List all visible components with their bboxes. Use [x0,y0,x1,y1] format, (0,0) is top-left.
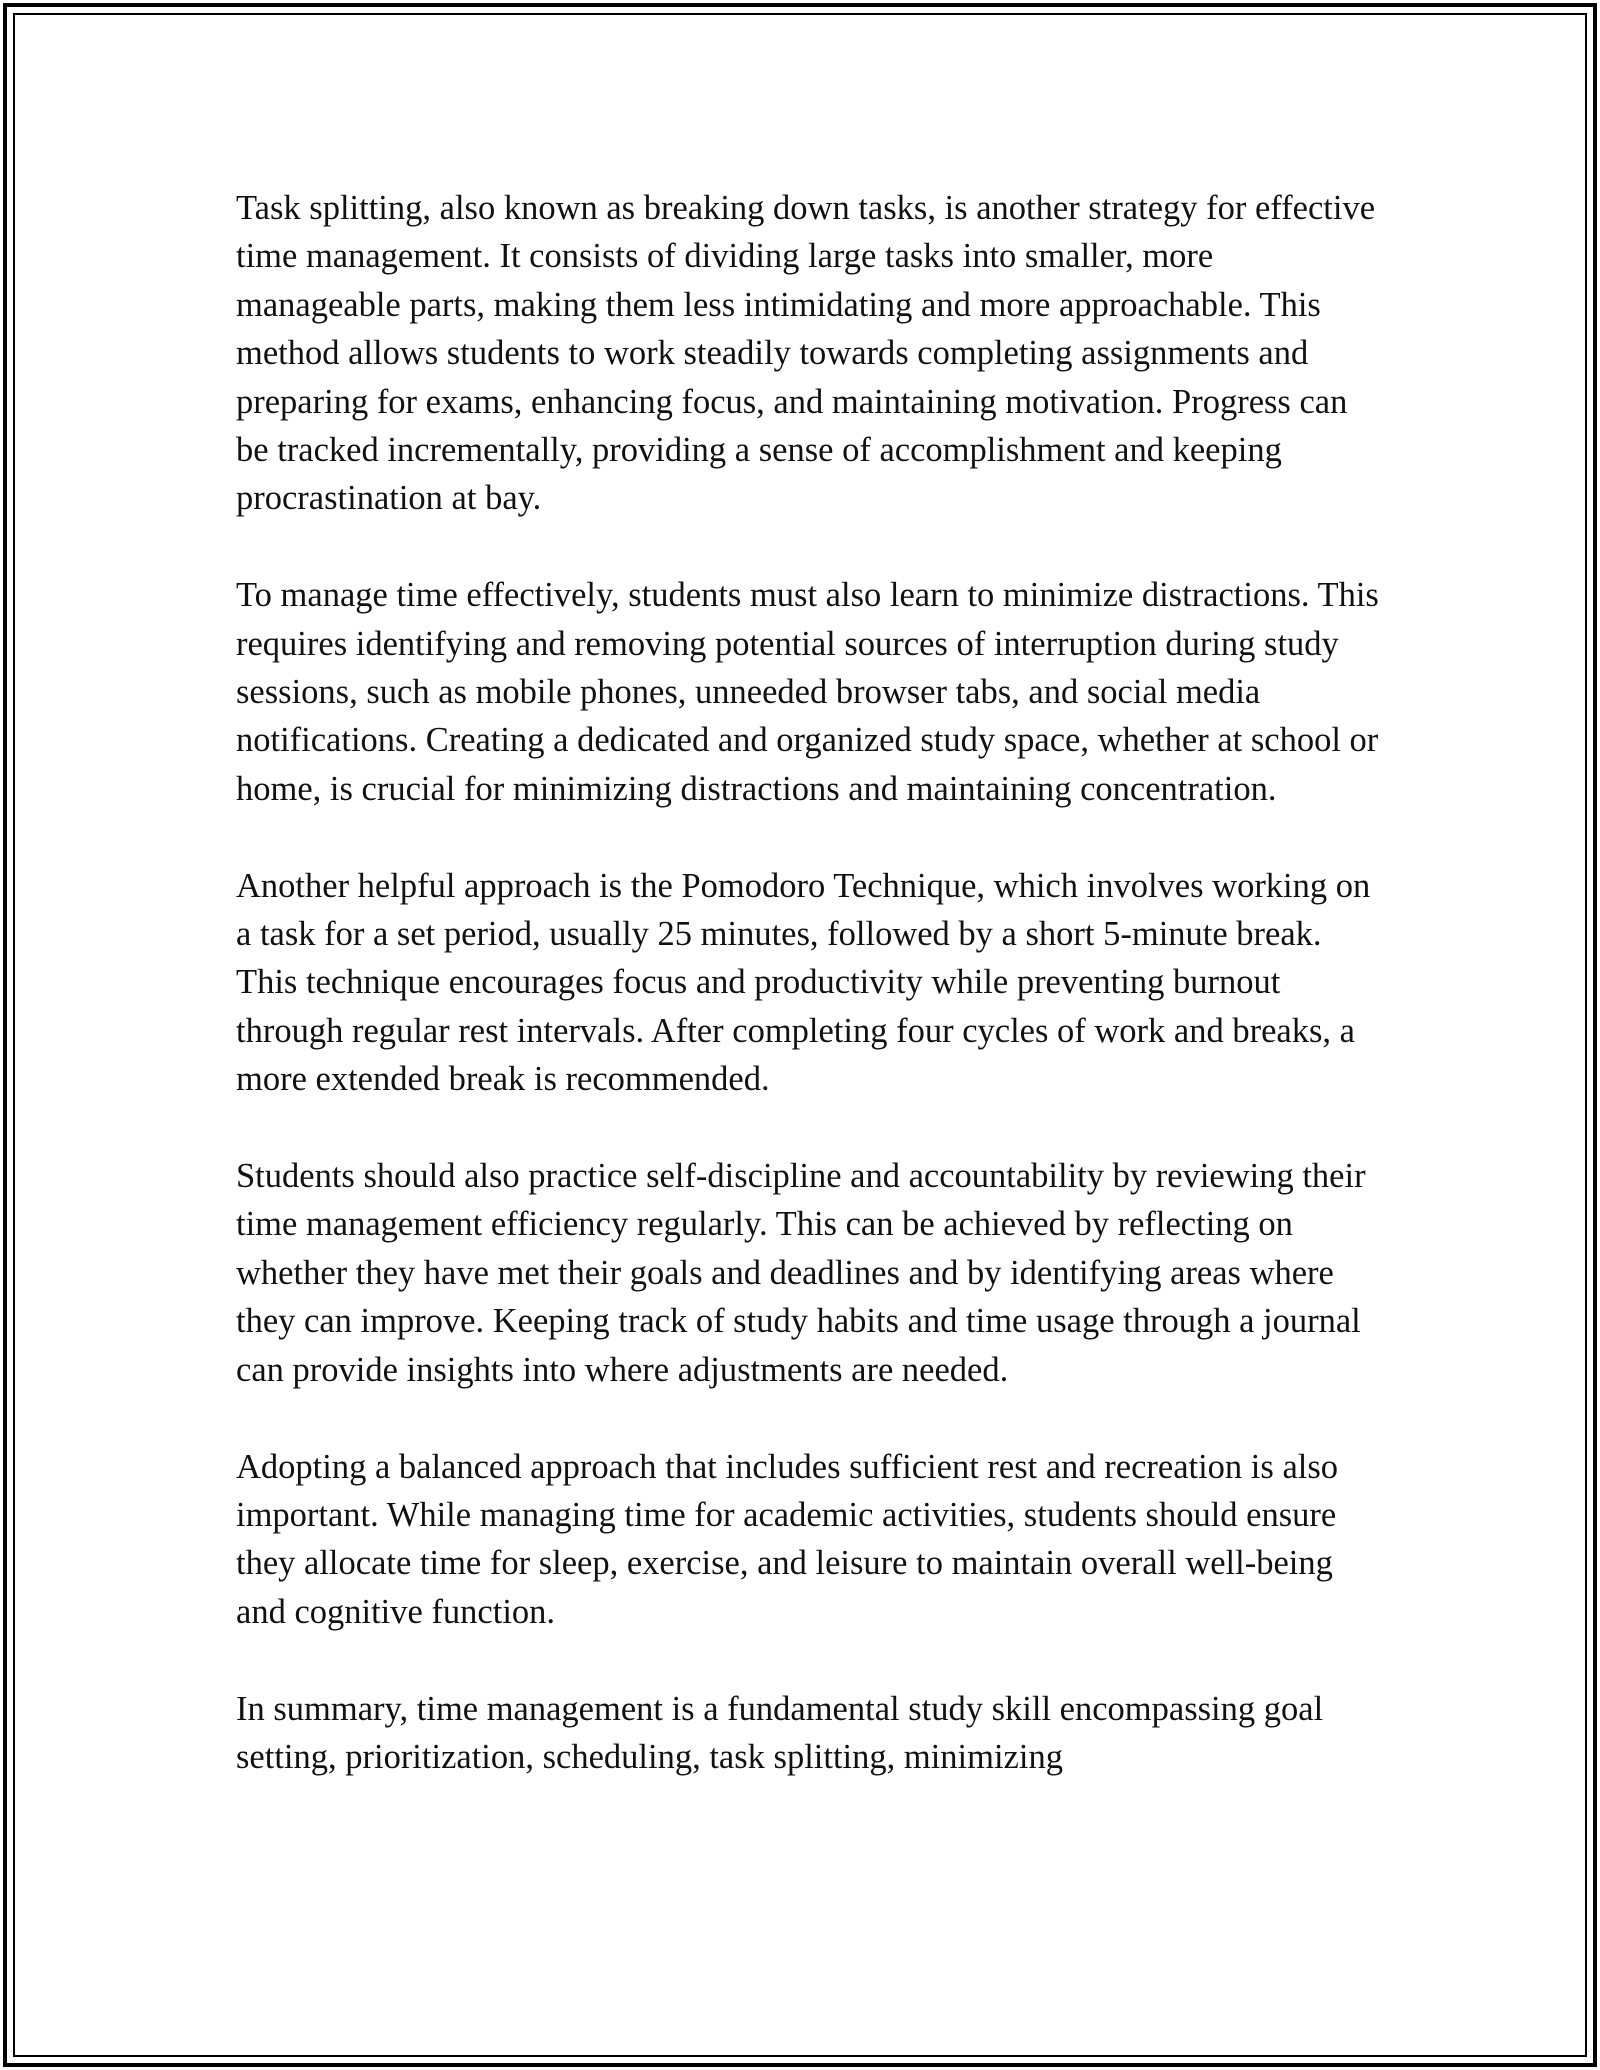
paragraph-pomodoro-technique: Another helpful approach is the Pomodoro Technique, which involves working on a task for a set period, usually 25 minutes, followed by a short 5-minute break. This technique encourages focus and productivity while preventing burnout through regular rest intervals. After completing four cycles of work and breaks, a more extended break is recommended. [236,866,1371,1099]
paragraph-task-splitting: Task splitting, also known as breaking down tasks, is another strategy for effective time management. It consists of dividing large tasks into smaller, more manageable parts, making them less intimidating and more approachable. This method allows students to work steadily towards completing assignments and preparing for exams, enhancing focus, and maintaining motivation. Progress can be tracked incrementally, providing a sense of accomplishment and keeping procrastination at bay. [236,189,1376,518]
paragraph-self-discipline: Students should also practice self-discipline and accountability by reviewing their time management efficiency regularly. This can be achieved by reflecting on whether they have met their goals and deadlines and by identifying areas where they can improve. Keeping track of study habits and time usage through a journal can provide insights into where adjustments are needed. [236,1157,1366,1389]
paragraph-summary: In summary, time management is a fundamental study skill encompassing goal setting, prioritization, scheduling, task splitting, minimizing [236,1689,1324,1776]
paragraph-balanced-approach: Adopting a balanced approach that includes sufficient rest and recreation is also important. While managing time for academic activities, students should ensure they allocate time for sleep, exercise, and leisure to maintain overall well-being and cognitive function. [236,1447,1339,1631]
paragraph-minimize-distractions: To manage time effectively, students must also learn to minimize distractions. This requires identifying and removing potential sources of interruption during study sessions, such as mobile phones, unneeded browser tabs, and social media notifications. Creating a dedicated and organized study space, whether at school or home, is crucial for minimizing distractions and maintaining concentration. [236,576,1379,808]
document-body [236,184,1386,1781]
